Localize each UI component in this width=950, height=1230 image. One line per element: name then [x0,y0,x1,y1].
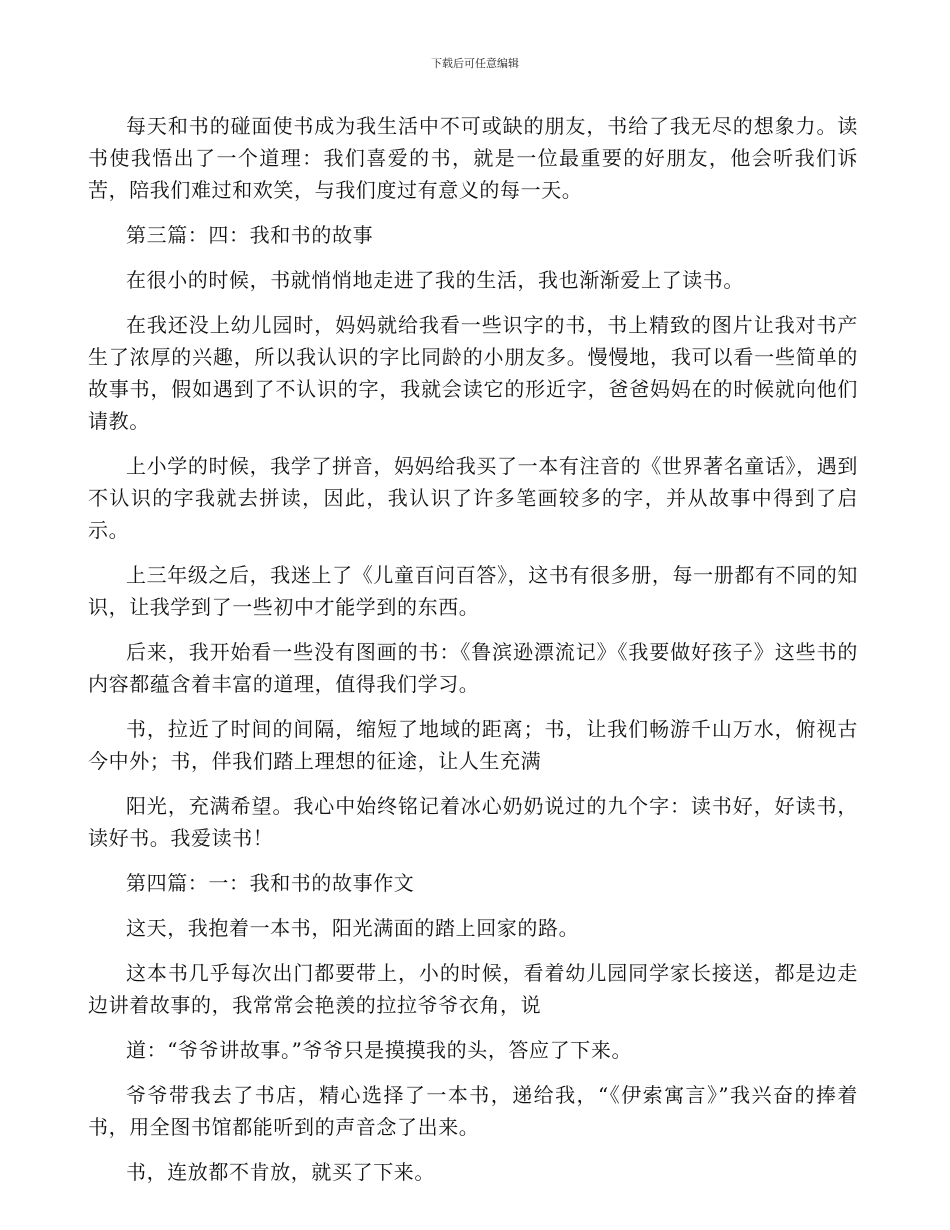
paragraph: 书，拉近了时间的间隔，缩短了地域的距离；书，让我们畅游千山万水，俯视古今中外；书，伴我们踏上理想的征途，让人生充满 [88,717,858,773]
section-heading: 第四篇：一：我和书的故事作文 [126,871,415,895]
paragraph: 在很小的时候，书就悄悄地走进了我的生活，我也渐渐爱上了读书。 [126,268,744,292]
section-heading: 第三篇：四：我和书的故事 [126,223,374,247]
paragraph: 上小学的时候，我学了拼音，妈妈给我买了一本有注音的《世界著名童话》，遇到不认识的字我就去拼读，因此，我认识了许多笔画较多的字，并从故事中得到了启示。 [88,454,858,542]
paragraph: 这天，我抱着一本书，阳光满面的踏上回家的路。 [126,916,580,940]
paragraph: 在我还没上幼儿园时，妈妈就给我看一些识字的书，书上精致的图片让我对书产生了浓厚的兴趣，所以我认识的字比同龄的小朋友多。慢慢地，我可以看一些简单的故事书，假如遇到了不认识的字，我就会读它的形近字，爸爸妈妈在的时候就向他们请教。 [88,313,858,433]
paragraph: 爷爷带我去了书店，精心选择了一本书，递给我，“《伊索寓言》”我兴奋的捧着书，用全图书馆都能听到的声音念了出来。 [88,1083,858,1139]
page-header-note: 下载后可任意编辑 [431,57,519,70]
paragraph: 书，连放都不肯放，就买了下来。 [126,1160,435,1184]
paragraph: 阳光，充满希望。我心中始终铭记着冰心奶奶说过的九个字：读书好，好读书，读好书。我爱读书！ [88,794,858,850]
document-body [88,110,858,1201]
paragraph: 上三年级之后，我迷上了《儿童百问百答》，这书有很多册，每一册都有不同的知识，让我学到了一些初中才能学到的东西。 [88,563,858,619]
paragraph: 后来，我开始看一些没有图画的书：《鲁滨逊漂流记》《我要做好孩子》这些书的内容都蕴含着丰富的道理，值得我们学习。 [88,640,858,696]
paragraph: 道：“爷爷讲故事。”爷爷只是摸摸我的头，答应了下来。 [126,1038,633,1062]
paragraph: 每天和书的碰面使书成为我生活中不可或缺的朋友，书给了我无尽的想象力。读书使我悟出了一个道理：我们喜爱的书，就是一位最重要的好朋友，他会听我们诉苦，陪我们难过和欢笑，与我们度过有意义的每一天。 [88,114,858,202]
paragraph: 这本书几乎每次出门都要带上，小的时候，看着幼儿园同学家长接送，都是边走边讲着故事的，我常常会艳羡的拉拉爷爷衣角，说 [88,961,858,1017]
